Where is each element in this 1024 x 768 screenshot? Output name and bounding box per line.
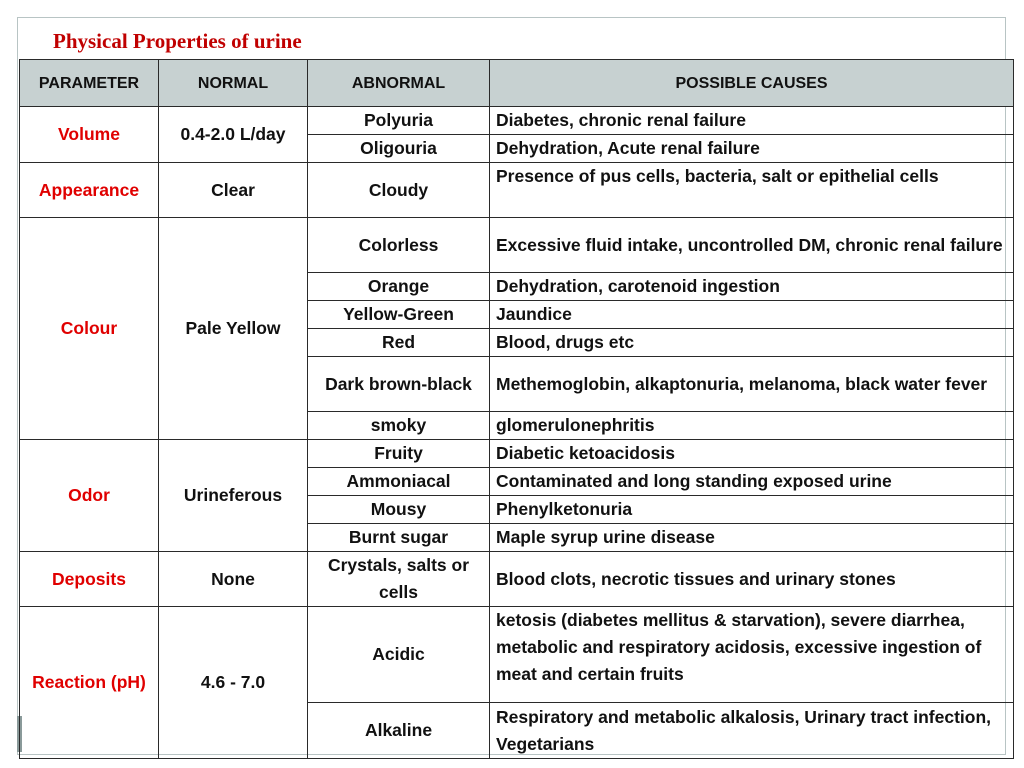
param-deposits: Deposits [20,552,159,607]
abnormal-cell: Burnt sugar [308,524,490,552]
abnormal-cell: Acidic [308,607,490,703]
abnormal-cell: Cloudy [308,163,490,218]
abnormal-cell: Colorless [308,218,490,273]
abnormal-cell: Alkaline [308,703,490,759]
cause-cell: Contaminated and long standing exposed urine [490,468,1014,496]
abnormal-cell: Yellow-Green [308,301,490,329]
abnormal-cell: Red [308,329,490,357]
abnormal-cell: Orange [308,273,490,301]
slide-title: Physical Properties of urine [53,29,302,53]
table-row [20,218,1014,273]
urine-properties-table [19,59,1014,759]
normal-volume: 0.4-2.0 L/day [159,107,308,163]
cause-cell: Diabetes, chronic renal failure [490,107,1014,135]
abnormal-cell: smoky [308,412,490,440]
table-row [20,607,1014,703]
param-volume: Volume [20,107,159,163]
cause-cell: Presence of pus cells, bacteria, salt or epithelial cells [490,163,1014,218]
abnormal-cell: Mousy [308,496,490,524]
table-row [20,163,1014,218]
abnormal-cell: Fruity [308,440,490,468]
cause-cell: Dehydration, Acute renal failure [490,135,1014,163]
cause-cell: Blood clots, necrotic tissues and urinary stones [490,552,1014,607]
cause-cell: ketosis (diabetes mellitus & starvation), severe diarrhea, metabolic and respiratory acidosis, excessive ingestion of meat and certain fruits [490,607,1014,703]
abnormal-cell: Dark brown-black [308,357,490,412]
header-possible-causes: POSSIBLE CAUSES [490,60,1014,107]
normal-deposits: None [159,552,308,607]
table-row [20,552,1014,607]
param-odor: Odor [20,440,159,552]
cause-cell: Diabetic ketoacidosis [490,440,1014,468]
normal-reaction: 4.6 - 7.0 [159,607,308,759]
table-row [20,440,1014,468]
cause-cell: Phenylketonuria [490,496,1014,524]
cause-cell: Maple syrup urine disease [490,524,1014,552]
cause-cell: Dehydration, carotenoid ingestion [490,273,1014,301]
cause-cell: Blood, drugs etc [490,329,1014,357]
normal-odor: Urineferous [159,440,308,552]
param-reaction: Reaction (pH) [20,607,159,759]
cause-cell: Excessive fluid intake, uncontrolled DM, chronic renal failure [490,218,1014,273]
header-normal: NORMAL [159,60,308,107]
abnormal-cell: Ammoniacal [308,468,490,496]
param-colour: Colour [20,218,159,440]
param-appearance: Appearance [20,163,159,218]
cause-cell: glomerulonephritis [490,412,1014,440]
normal-colour: Pale Yellow [159,218,308,440]
cause-cell: Respiratory and metabolic alkalosis, Urinary tract infection, Vegetarians [490,703,1014,759]
abnormal-cell: Oligouria [308,135,490,163]
header-abnormal: ABNORMAL [308,60,490,107]
table-row [20,107,1014,135]
header-parameter: PARAMETER [20,60,159,107]
normal-appearance: Clear [159,163,308,218]
cause-cell: Jaundice [490,301,1014,329]
abnormal-cell: Crystals, salts or cells [308,552,490,607]
abnormal-cell: Polyuria [308,107,490,135]
cause-cell: Methemoglobin, alkaptonuria, melanoma, black water fever [490,357,1014,412]
